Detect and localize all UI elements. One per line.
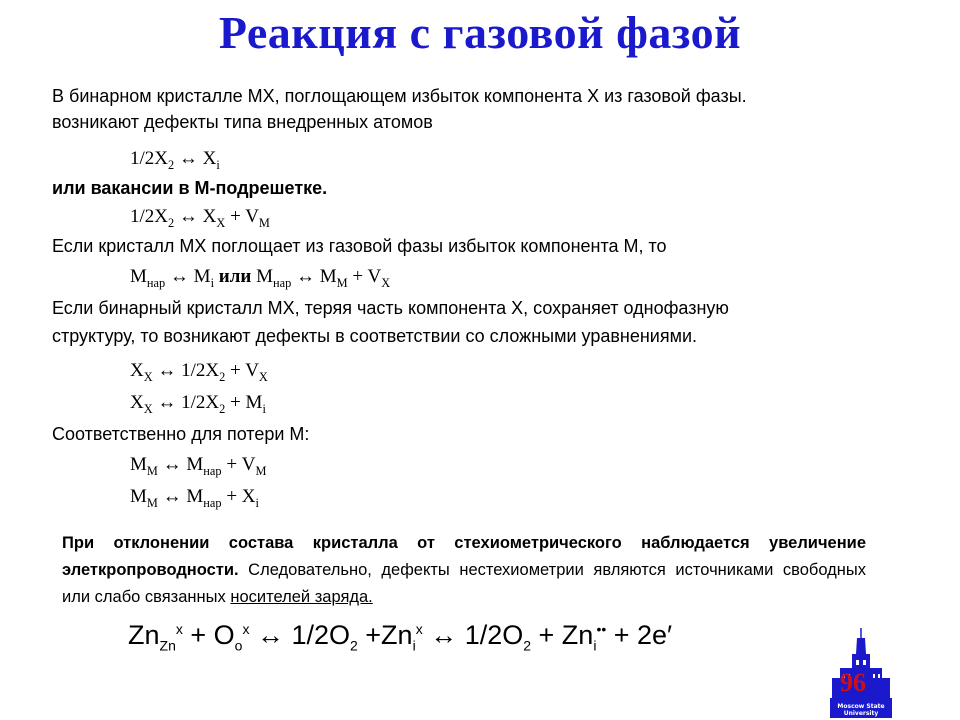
- intro-line-2: возникают дефекты типа внедренных атомов: [52, 112, 433, 132]
- para-text: Следовательно, дефекты нестехиометрии являются источниками свободных или слабо связанных: [62, 561, 866, 606]
- equation-3: $M_{нар}$ ↔ $M_i$ или $M_{нар}$ ↔ $M_M + V_X$: [130, 266, 391, 290]
- lose-x-line-2: структуру, то возникают дефекты в соответствии со сложными уравнениями.: [52, 326, 698, 346]
- lose-x-line-1: Если бинарный кристалл МХ, теряя часть компонента Х, сохраняет однофазную: [52, 298, 729, 318]
- intro-line-1: В бинарном кристалле МХ, поглощающем избыток компонента Х из газовой фазы.: [52, 86, 747, 106]
- equation-1: $1/2X_2$ ↔ $X_i$: [130, 148, 220, 172]
- para-underlined: носителей заряда.: [230, 588, 373, 606]
- svg-text:Moscow State: Moscow State: [837, 703, 885, 710]
- equation-2: $1/2X_2$ ↔ $X_X + V_M$: [130, 206, 270, 230]
- equation-7: $M_M$ ↔ $M_{нар} + X_i$: [130, 486, 259, 510]
- page-number: 96: [840, 668, 866, 697]
- absorb-m-text: Если кристалл МХ поглощает из газовой фазы избыток компонента М, то: [52, 236, 667, 256]
- equation-4: $X_X$ ↔ $1/2X_2 + V_X$: [130, 360, 268, 384]
- equation-5: $X_X$ ↔ $1/2X_2 + M_i$: [130, 392, 266, 416]
- or-vacancies-text: или вакансии в М-подрешетке.: [52, 178, 328, 198]
- lose-m-text: Соответственно для потери М:: [52, 424, 310, 444]
- zinc-oxide-equation: $Zn_{Zn}^x + O_o^x$ ↔ $1/2O_2 +Zn_i^x$ ↔ $1/2O_2 + Zn_i^{••} + 2e'$: [128, 620, 673, 654]
- svg-text:University: University: [843, 710, 879, 717]
- para-bold: При отклонении состава кристалла от стехиометрического наблюдается увеличение элеткропроводности.: [62, 534, 866, 579]
- page-title: Реакция с газовой фазой: [218, 7, 742, 58]
- equation-6: $M_M$ ↔ $M_{нар} + V_M$: [130, 454, 267, 478]
- or-word: или: [218, 266, 252, 287]
- conductivity-paragraph: [62, 530, 866, 611]
